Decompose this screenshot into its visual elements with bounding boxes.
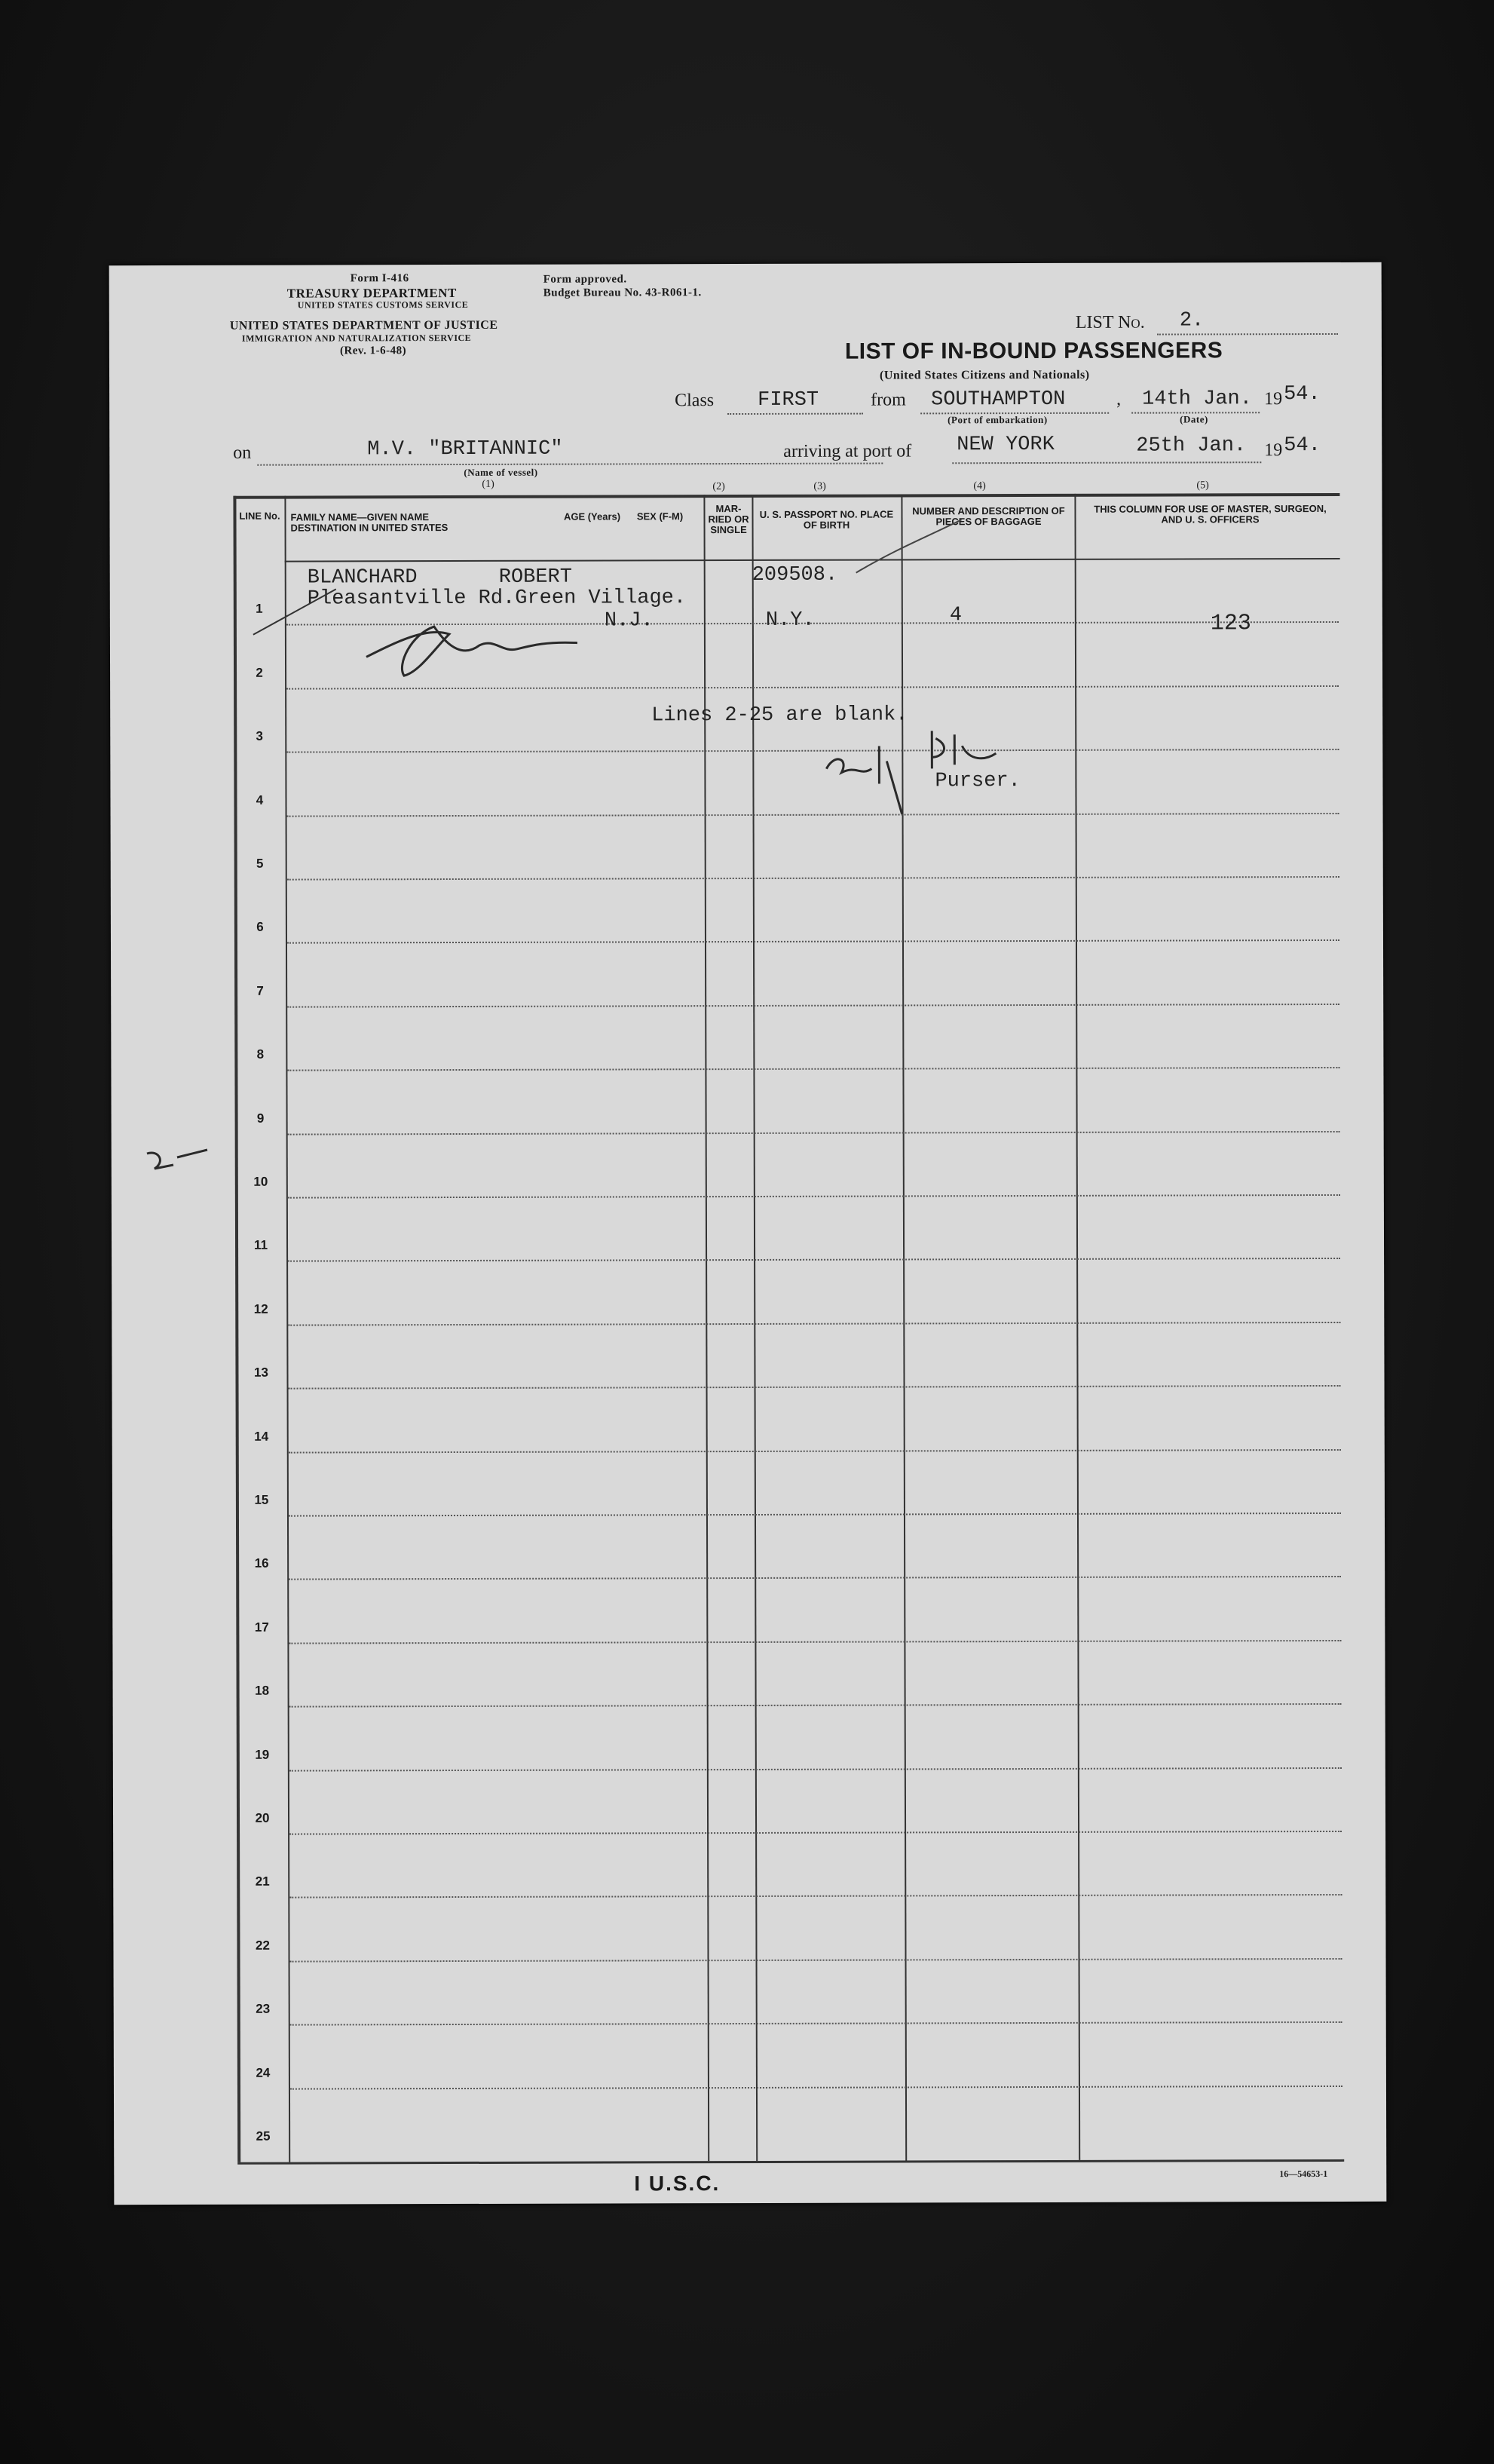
- ins-service: IMMIGRATION AND NATURALIZATION SERVICE: [241, 332, 472, 344]
- divider-passport: [752, 495, 758, 2161]
- arrival-date: 25th Jan.: [1136, 434, 1247, 458]
- line-check-mark: [246, 581, 344, 642]
- line-number: 25: [256, 2128, 271, 2144]
- column-number-4: (4): [973, 480, 986, 492]
- passport-number: 209508.: [752, 563, 838, 587]
- arrival-year: 54.: [1284, 434, 1321, 458]
- document-page: [109, 262, 1387, 2205]
- line-number: 11: [254, 1238, 268, 1253]
- revision: (Rev. 1-6-48): [339, 345, 407, 357]
- header-married: MAR-RIED OR SINGLE: [708, 503, 749, 536]
- line-number: 9: [256, 1111, 265, 1126]
- line-number: 4: [256, 792, 264, 808]
- justice-dept: UNITED STATES DEPARTMENT OF JUSTICE: [229, 318, 498, 333]
- departure-year: 54.: [1284, 383, 1321, 406]
- line-number: 24: [256, 2065, 271, 2080]
- header-sex: SEX (F-M): [636, 510, 684, 523]
- row-rule: [290, 2086, 1342, 2090]
- header-passport: U. S. PASSPORT NO. PLACE OF BIRTH: [759, 508, 894, 531]
- line-number: 22: [255, 1938, 270, 1953]
- divider-officers: [1074, 494, 1080, 2160]
- row-rule: [289, 1831, 1342, 1835]
- comma: ,: [1116, 389, 1122, 409]
- budget-bureau: Budget Bureau No. 43-R061-1.: [543, 287, 702, 299]
- birthplace: N.Y.: [765, 608, 815, 632]
- class-value: FIRST: [758, 388, 819, 412]
- table-left-border: [233, 496, 240, 2162]
- class-rule: [727, 413, 863, 415]
- header-baggage: NUMBER AND DESCRIPTION OF PIECES OF BAGGAGE: [912, 504, 1065, 528]
- row-rule: [290, 2021, 1342, 2026]
- row-rule: [290, 1958, 1342, 1963]
- header-rule: [285, 558, 1340, 562]
- line-number: 12: [253, 1301, 268, 1316]
- line-number: 13: [253, 1365, 268, 1380]
- row-rule: [287, 813, 1339, 817]
- line-number: 5: [256, 856, 264, 871]
- given-name: ROBERT: [498, 565, 572, 589]
- class-label: Class: [675, 391, 715, 411]
- from-label: from: [871, 390, 906, 410]
- embark-port: SOUTHAMPTON: [931, 388, 1066, 412]
- header-age: AGE (Years): [563, 510, 621, 523]
- row-rule: [288, 1258, 1340, 1262]
- departure-date: 14th Jan.: [1142, 388, 1252, 411]
- row-rule: [288, 1194, 1340, 1199]
- row-rule: [289, 1449, 1341, 1454]
- line-number: 3: [256, 728, 264, 743]
- list-no-label: LIST No.: [1075, 312, 1145, 333]
- row-rule: [287, 1004, 1339, 1008]
- treasury-dept: TREASURY DEPARTMENT: [286, 286, 457, 301]
- line-number: 6: [256, 920, 264, 935]
- purser-title: Purser.: [935, 770, 1021, 793]
- form-number: Form I-416: [350, 272, 409, 285]
- line-number: 19: [255, 1747, 270, 1762]
- line-number: 14: [254, 1429, 269, 1444]
- divider-married: [703, 495, 709, 2161]
- vessel-name: M.V. "BRITANNIC": [367, 437, 563, 461]
- row-rule: [289, 1640, 1341, 1644]
- line-number: 2: [256, 665, 263, 680]
- table-bottom-rule: [237, 2159, 1344, 2165]
- line-number: 10: [253, 1174, 268, 1189]
- table-top-rule: [233, 493, 1339, 499]
- arrival-rule: [952, 461, 1261, 464]
- blank-lines-note: Lines 2-25 are blank.: [651, 703, 908, 728]
- document-subtitle: (United States Citizens and Nationals): [879, 368, 1090, 382]
- line-number: 7: [256, 983, 264, 998]
- line-number: 1: [256, 602, 263, 617]
- vessel-caption: (Name of vessel): [464, 466, 538, 478]
- list-no-rule: [1157, 333, 1338, 336]
- line-number: 17: [254, 1620, 269, 1635]
- line-number: 8: [256, 1047, 265, 1062]
- arrival-port: NEW YORK: [957, 433, 1055, 457]
- row-rule: [289, 1576, 1341, 1580]
- officer-mark: 123: [1210, 611, 1251, 637]
- customs-service: UNITED STATES CUSTOMS SERVICE: [297, 299, 469, 311]
- divider-line-no: [284, 496, 290, 2162]
- row-rule: [288, 1131, 1340, 1135]
- line-number: 21: [255, 1874, 270, 1889]
- row-rule: [287, 1067, 1339, 1071]
- row-rule: [289, 1767, 1342, 1772]
- date-caption: (Date): [1180, 413, 1208, 425]
- list-no-value: 2.: [1179, 309, 1205, 333]
- arrival-year-prefix: 19: [1264, 440, 1283, 461]
- row-rule: [289, 1512, 1341, 1517]
- row-rule: [287, 876, 1339, 881]
- row-rule: [287, 939, 1339, 944]
- header-name: FAMILY NAME—GIVEN NAME DESTINATION IN UNITED STATES: [290, 511, 449, 534]
- column-number-5: (5): [1196, 480, 1209, 492]
- row-rule: [288, 1322, 1340, 1326]
- column-number-3: (3): [813, 480, 826, 492]
- year-prefix: 19: [1264, 389, 1283, 409]
- header-officers: THIS COLUMN FOR USE OF MASTER, SURGEON, AND U. S. OFFICERS: [1094, 502, 1327, 526]
- row-rule: [289, 1894, 1342, 1899]
- purser-signature: [819, 723, 1000, 822]
- column-number-2: (2): [712, 481, 725, 493]
- form-approved: Form approved.: [543, 273, 627, 286]
- passport-pointer-line: [848, 512, 969, 580]
- document-title: LIST OF IN-BOUND PASSENGERS: [844, 338, 1223, 364]
- embark-caption: (Port of embarkation): [948, 413, 1048, 426]
- margin-mark: [143, 1146, 211, 1176]
- line-number: 15: [254, 1492, 269, 1507]
- on-label: on: [233, 443, 252, 463]
- row-rule: [289, 1385, 1341, 1390]
- destination: Pleasantville Rd.Green Village.: [307, 587, 687, 611]
- line-number: 23: [256, 2001, 271, 2016]
- row-rule: [289, 1703, 1342, 1708]
- destination-state: N.J.: [604, 609, 654, 633]
- baggage-count: 4: [949, 604, 963, 627]
- passenger-signature: [351, 604, 592, 688]
- header-line-no: LINE No.: [239, 510, 280, 522]
- line-number: 18: [255, 1683, 270, 1698]
- line-number: 20: [255, 1810, 270, 1825]
- arriving-label: arriving at port of: [783, 441, 912, 461]
- footer-code: I U.S.C.: [634, 2171, 721, 2196]
- line-number: 16: [254, 1556, 269, 1571]
- vessel-rule: [257, 463, 883, 466]
- column-number-1: (1): [482, 478, 494, 490]
- print-number: 16—54653-1: [1279, 2168, 1328, 2180]
- family-name: BLANCHARD: [307, 566, 418, 590]
- row-rule: [286, 749, 1339, 753]
